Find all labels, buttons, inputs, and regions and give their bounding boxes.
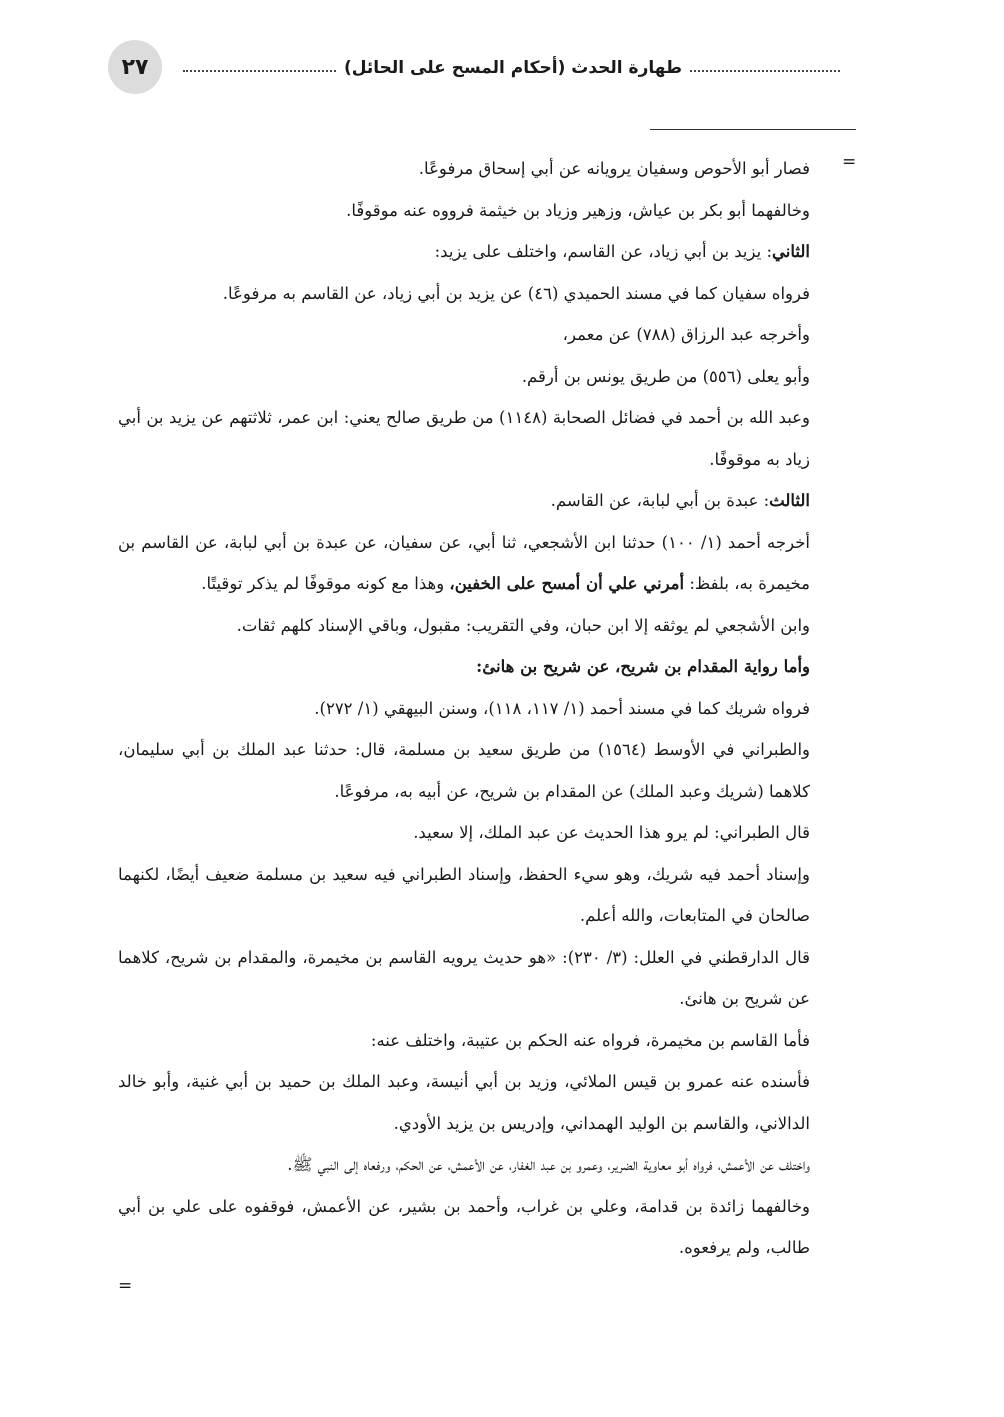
paragraph: وإسناد أحمد فيه شريك، وهو سيء الحفظ، وإسناد الطبراني فيه سعيد بن مسلمة ضعيف أيضًا، لكنهما صالحان في المتابعات، والله أعلم.: [118, 864, 810, 925]
running-title: طهارة الحدث (أحكام المسح على الحائل): [343, 58, 682, 78]
section-lead: الثاني: [772, 242, 810, 261]
paragraph: وخالفهما زائدة بن قدامة، وعلي بن غراب، وأحمد بن بشير، عن الأعمش، فوقفوه على علي بن أبي طالب، ولم يرفعوه.: [118, 1196, 810, 1257]
footnote-separator-rule: [650, 129, 856, 130]
paragraph: فأما القاسم بن مخيمرة، فرواه عنه الحكم بن عتيبة، واختلف عنه:: [370, 1030, 810, 1050]
quoted-wording: أمرني علي أن أمسح على الخفين،: [449, 574, 685, 593]
section-lead: الثالث: [769, 491, 810, 510]
paragraph: والطبراني في الأوسط (١٥٦٤) من طريق سعيد بن مسلمة، قال: حدثنا عبد الملك بن أبي سليمان، كلاهما (شريك وعبد الملك) عن المقدام بن شريح، عن أبيه به، مرفوعًا.: [118, 740, 810, 801]
paragraph: وأخرجه عبد الرزاق (٧٨٨) عن معمر،: [562, 325, 810, 344]
page-header: [108, 40, 848, 96]
leader-dots-left: [183, 70, 336, 72]
continuation-marker-bottom: =: [118, 1276, 133, 1296]
paragraph: قال الطبراني: لم يرو هذا الحديث عن عبد الملك، إلا سعيد.: [413, 823, 810, 842]
paragraph: فرواه سفيان كما في مسند الحميدي (٤٦) عن يزيد بن أبي زياد، عن القاسم به مرفوعًا.: [222, 283, 810, 303]
paragraph: فأسنده عنه عمرو بن قيس الملائي، وزيد بن أبي أنيسة، وعبد الملك بن حميد بن أبي غنية، وأبو خالد الدالاني، والقاسم بن الوليد الهمداني، وإدريس بن يزيد الأودي.: [118, 1072, 810, 1133]
paragraph: واختلف عن الأعمش، فرواه أبو معاوية الضرير، وعمرو بن عبد الغفار، عن الأعمش، عن الحكم، ورفعاه إلى النبي ﷺ.: [287, 1155, 810, 1174]
paragraph: قال الدارقطني في العلل: (٣/ ٢٣٠): «هو حديث يرويه القاسم بن مخيمرة، والمقدام بن شريح، كلاهما عن شريح بن هانئ.: [118, 947, 810, 1008]
paragraph: الثاني: يزيد بن أبي زياد، عن القاسم، واختلف على يزيد:: [434, 242, 810, 261]
section-heading: وأما رواية المقدام بن شريح، عن شريح بن هانئ:: [476, 657, 810, 676]
paragraph: [118, 646, 810, 688]
footnote-body: [118, 148, 810, 1269]
leader-dots-right: [690, 70, 840, 72]
page-number-badge: ٢٧: [108, 40, 162, 94]
paragraph: فصار أبو الأحوص وسفيان يرويانه عن أبي إسحاق مرفوعًا.: [418, 159, 810, 178]
paragraph: أخرجه أحمد (١/ ١٠٠) حدثنا ابن الأشجعي، ثنا أبي، عن سفيان، عن عبدة بن أبي لبابة، عن القاسم بن مخيمرة به، بلفظ: أمرني علي أن أمسح على الخفين، وهذا مع كونه موقوفًا لم يذكر توقيتًا.: [118, 532, 810, 593]
paragraph: وخالفهما أبو بكر بن عياش، وزهير وزياد بن خيثمة فرووه عنه موقوفًا.: [346, 200, 810, 220]
paragraph: الثالث: عبدة بن أبي لبابة، عن القاسم.: [550, 491, 810, 510]
paragraph: وابن الأشجعي لم يوثقه إلا ابن حبان، وفي التقريب: مقبول، وباقي الإسناد كلهم ثقات.: [236, 615, 810, 635]
paragraph: فرواه شريك كما في مسند أحمد (١/ ١١٧، ١١٨)، وسنن البيهقي (١/ ٢٧٢).: [314, 698, 810, 718]
running-title-bar: [175, 55, 848, 81]
continuation-marker-top: =: [842, 152, 857, 172]
paragraph: وعبد الله بن أحمد في فضائل الصحابة (١١٤٨) من طريق صالح يعني: ابن عمر، ثلاثتهم عن يزيد بن أبي زياد به موقوفًا.: [118, 408, 810, 469]
paragraph: وأبو يعلى (٥٥٦) من طريق يونس بن أرقم.: [521, 366, 810, 386]
